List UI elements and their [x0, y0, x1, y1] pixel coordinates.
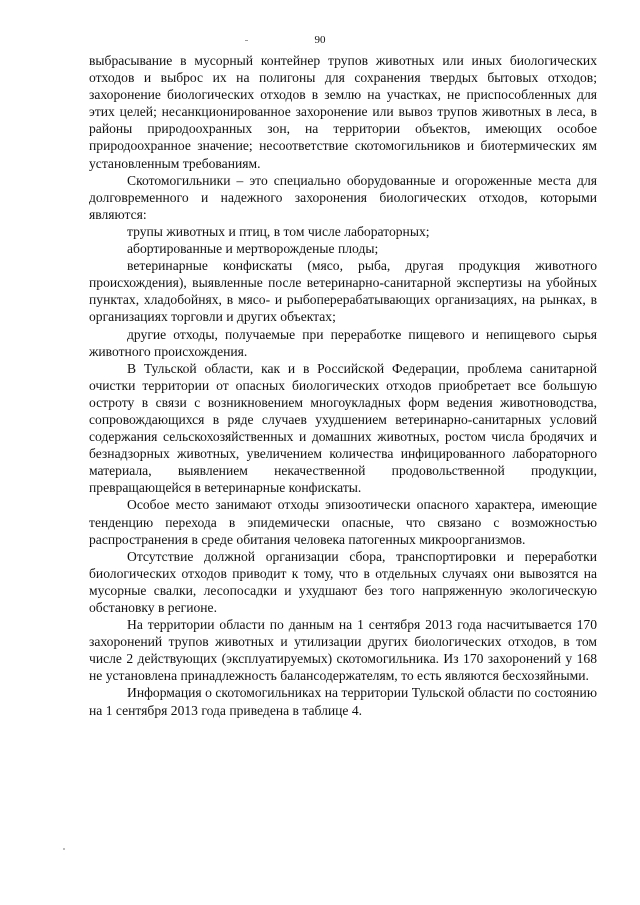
list-item-aborted-fetuses: абортированные и мертворожденые плоды; [127, 241, 379, 257]
paragraph-epizootic-waste: Особое место занимают отходы эпизоотически опасного характера, имеющие тенденцию перехода в эпидемически опасные, что связано с возможностью распространения в среде обитания человека патогенных микроорганизмов. [89, 497, 597, 547]
paragraph-tula-region-problem: В Тульской области, как и в Российской Федерации, проблема санитарной очистки территории от опасных биологических отходов приобретает все большую остроту в связи с возникновением многоукладных форм ведения животноводства, сопровождающихся в ряде случаев ухудшением ветеринарно-санитарных условий содержания сельскохозяйственных и домашних животных, ростом числа бродячих и безнадзорных животных, увеличением количества инфицированного лабораторного материала, выявлением некачественной продовольственной продукции, превращающейся в ветеринарные конфискаты. [89, 360, 597, 496]
list-item-other-waste: другие отходы, получаемые при переработке пищевого и непищевого сырья животного происхождения. [89, 326, 597, 359]
scan-speck [63, 848, 65, 850]
paragraph-cattle-burial-definition: Скотомогильники – это специально оборудованные и огороженные места для долговременного и надежного захоронения биологических отходов, которыми являются: [89, 172, 597, 222]
paragraph-violations-list-continuation: выбрасывание в мусорный контейнер трупов животных или иных биологических отходов и выброс их на полигоны для сохранения твердых бытовых отходов; захоронение биологических отходов в землю на участках, не приспособленных для этих целей; несанкционированное захоронение или вывоз трупов животных в леса, в районы природоохранных зон, на территории объектов, имеющих особое природоохранное значение; несоответствие скотомогильников и биотермических ям установленным требованиям. [89, 53, 597, 171]
paragraph-burial-statistics: На территории области по данным на 1 сентября 2013 года насчитывается 170 захоронений трупов животных и утилизации других биологических отходов, в том числе 2 действующих (эксплуатируемых) скотомогильника. Из 170 захоронений у 168 не установлена принадлежность балансодержателям, то есть являются бесхозяйными. [89, 617, 597, 684]
list-item-veterinary-confiscates: ветеринарные конфискаты (мясо, рыба, другая продукция животного происхождения), выявленные после ветеринарно-санитарной экспертизы на убойных пунктах, хладобойнях, в мясо- и рыбоперерабатывающих организациях, на рынках, в организациях торговли и других объектах; [89, 258, 597, 325]
paragraph-lack-of-organization: Отсутствие должной организации сбора, транспортировки и переработки биологических отходов приводит к тому, что в отдельных случаях они вывозятся на мусорные свалки, лесопосадки и ухудшают без того напряженную экологическую обстановку в регионе. [89, 548, 597, 615]
list-item-animal-corpses: трупы животных и птиц, в том числе лабораторных; [127, 223, 430, 239]
page-number: 90 [314, 34, 326, 46]
document-body [89, 52, 597, 719]
paragraph-table-reference: Информация о скотомогильниках на территории Тульской области по состоянию на 1 сентября 2013 года приведена в таблице 4. [89, 685, 597, 718]
